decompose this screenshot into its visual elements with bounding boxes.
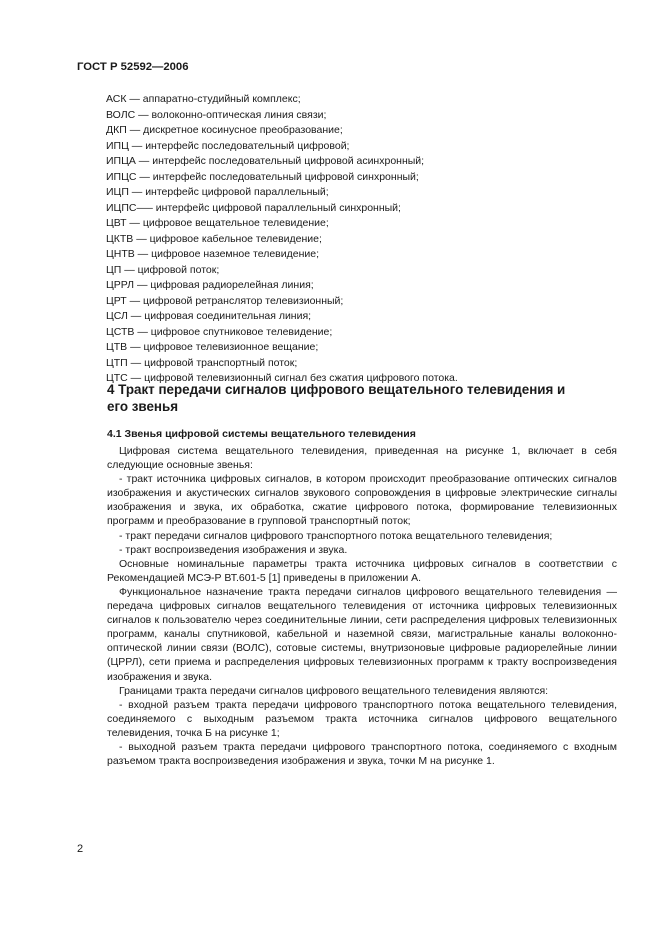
abbreviation-item: ИПЦА — интерфейс последовательный цифровой асинхронный; (106, 155, 425, 167)
abbreviation-item: ИЦПС—– интерфейс цифровой параллельный синхронный; (106, 201, 401, 214)
abbreviation-item: ЦКТВ — цифровое кабельное телевидение; (106, 232, 322, 245)
abbreviation-item: ЦТС — цифровой телевизионный сигнал без сжатия цифрового потока. (106, 372, 458, 384)
abbreviation-item: ИЦП — интерфейс цифровой параллельный; (106, 186, 329, 198)
abbreviation-item: ЦСЛ — цифровая соединительная линия; (106, 310, 312, 322)
document-header: ГОСТ Р 52592—2006 (77, 61, 189, 73)
paragraph: Цифровая система вещательного телевидения, приведенная на рисунке 1, включает в себя следующие основные звенья: (107, 445, 617, 472)
abbreviation-item: ВОЛС — волоконно-оптическая линия связи; (106, 108, 327, 121)
abbreviation-item: АСК — аппаратно-студийный комплекс; (106, 93, 301, 105)
list-item: - выходной разъем тракта передачи цифрового транспортного потока, соединяемого с входным разъемом тракта воспроизведения изображения и звука, точки М на рисунке 1. (107, 740, 617, 768)
abbreviation-item: ЦП — цифровой поток; (106, 263, 220, 276)
abbreviation-item: ЦТВ — цифровое телевизионное вещание; (106, 341, 319, 353)
abbreviation-item: ЦРТ — цифровой ретранслятор телевизионный; (106, 294, 344, 307)
abbreviation-item: ИПЦ — интерфейс последовательный цифровой; (106, 139, 350, 152)
abbreviation-item: ДКП — дискретное косинусное преобразование; (106, 124, 343, 136)
section-4-1-body (107, 444, 617, 768)
list-item: - входной разъем тракта передачи цифрового транспортного потока вещательного телевидения, соединяемого с выходным разъемом тракта источника сигналов цифрового вещательного телевидения, точка Б на рисунке 1; (107, 698, 617, 739)
abbreviation-item: ЦНТВ — цифровое наземное телевидение; (106, 248, 320, 260)
paragraph: Основные номинальные параметры тракта источника цифровых сигналов в соответствии с Рекомендацией МСЭ-Р ВТ.601-5 [1] приведены в приложении А. (107, 557, 617, 584)
abbreviation-item: ЦРРЛ — цифровая радиорелейная линия; (106, 279, 314, 291)
paragraph: Функциональное назначение тракта передачи сигналов цифрового вещательного телевидения — передача цифровых сигналов вещательного телевидения от источника цифровых телевизионных сигналов к пользователю через соединительные линии, сети распределения цифровых телевизионных программ, каналы спутниковой, кабельной и наземной связи, магистральные каналы волоконно-оптической линии связи (ВОЛС), сотовые системы, внутризоновые цифровые радиорелейные линии (ЦРРЛ), сети приема и распределения цифровых телевизионных программ к тракту воспроизведения изображения и звука. (107, 585, 617, 683)
list-item: - тракт воспроизведения изображения и звука. (119, 543, 348, 556)
abbreviation-item: ИПЦС — интерфейс последовательный цифровой синхронный; (106, 170, 419, 183)
subsection-4-1-heading: 4.1 Звенья цифровой системы вещательного телевидения (107, 428, 416, 440)
section-4-heading: 4 Тракт передачи сигналов цифрового вещательного телевидения и его звенья (107, 382, 566, 414)
list-item: - тракт источника цифровых сигналов, в котором происходит преобразование оптических сигналов изображения и акустических сигналов звукового сопровождения в цифровые электрические сигналы изображения и звука, их обработка, сжатие цифрового потока, формирование телевизионных программ и преобразование в групповой транспортный поток; (107, 473, 617, 528)
list-item: - тракт передачи сигналов цифрового транспортного потока вещательного телевидения; (119, 529, 553, 542)
abbreviation-list (106, 92, 606, 387)
abbreviation-item: ЦТП — цифровой транспортный поток; (106, 356, 298, 369)
page-number: 2 (77, 843, 84, 855)
abbreviation-item: ЦСТВ — цифровое спутниковое телевидение; (106, 325, 333, 338)
paragraph: Границами тракта передачи сигналов цифрового вещательного телевидения являются: (119, 684, 549, 697)
abbreviation-item: ЦВТ — цифровое вещательное телевидение; (106, 217, 329, 229)
